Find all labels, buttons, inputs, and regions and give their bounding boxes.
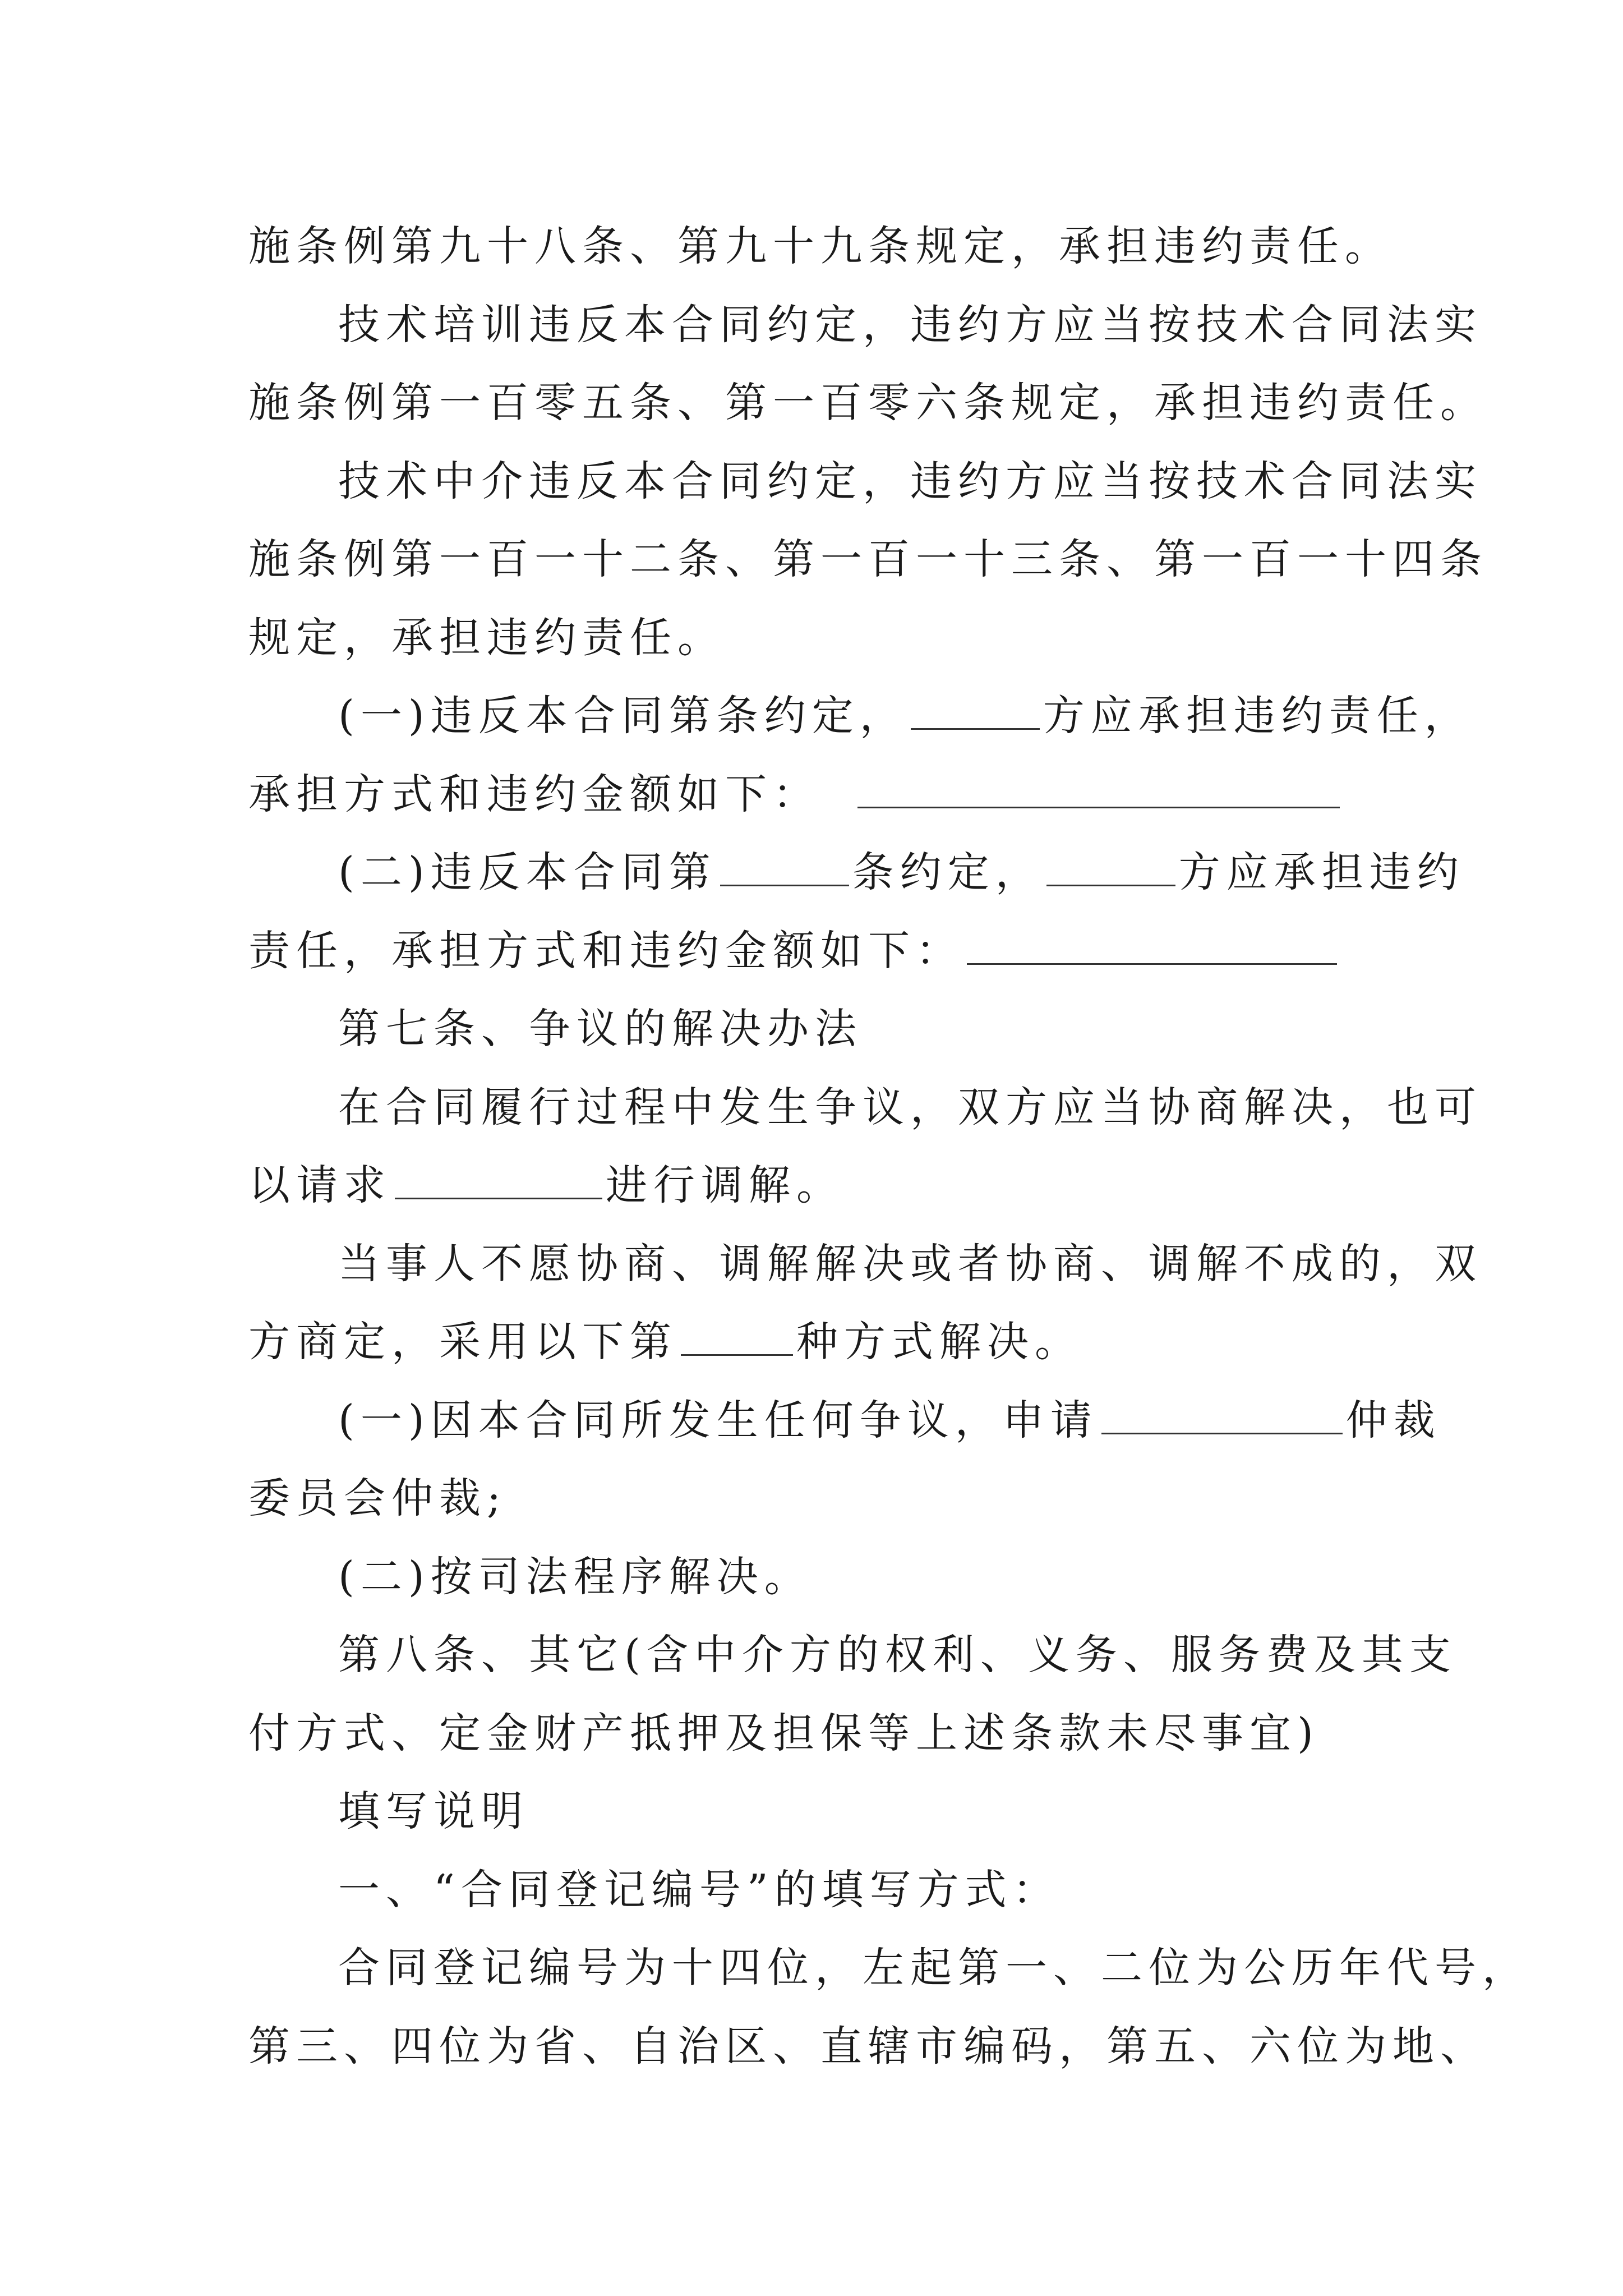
line-text: 施条例第一百一十二条、第一百一十三条、第一百一十四条 [248,535,1488,583]
section-heading [248,1616,1457,1695]
line-text: 施条例第九十八条、第九十九条规定，承担违约责任。 [248,222,1393,270]
fill-in-blank[interactable] [720,852,849,886]
line-text: 方应承担违约 [1178,848,1465,896]
text-line [248,443,1482,521]
text-line [248,208,1415,286]
line-text: 一、“合同登记编号”的填写方式： [338,1865,1061,1914]
line-text: 以请求 [248,1161,391,1209]
line-text: 进行调解。 [606,1161,844,1209]
fill-in-blank[interactable] [967,931,1337,965]
text-line [248,286,1482,365]
fill-in-blank[interactable] [857,774,1340,808]
line-text: 施条例第一百零五条、第一百零六条规定，承担违约责任。 [248,379,1488,427]
text-line [248,1695,1415,1773]
text-line [248,1851,1415,1930]
text-line [248,599,1415,678]
line-text: 在合同履行过程中发生争议，双方应当协商解决，也可 [338,1083,1482,1131]
line-text: (二)违反本合同第 [338,848,717,896]
line-text: 种方式解决。 [796,1318,1082,1366]
section-heading [248,990,1415,1069]
line-text: 第七条、争议的解决办法 [338,1005,863,1053]
line-text: 技术培训违反本合同约定，违约方应当按技术合同法实 [338,300,1482,349]
text-line [248,677,1472,756]
section-heading [248,1773,1415,1851]
fill-in-blank[interactable] [681,1322,793,1356]
text-line [248,521,1488,599]
document-body [248,208,1530,2086]
line-text: (二)按司法程序解决。 [338,1552,812,1601]
line-text: 第三、四位为省、自治区、直辖市编码，第五、六位为地、 [248,2022,1488,2070]
fill-in-blank[interactable] [911,696,1040,730]
line-text: 合同登记编号为十四位，左起第一、二位为公历年代号， [338,1944,1530,1992]
fill-in-blank[interactable] [1101,1400,1343,1434]
line-text: 技术中介违反本合同约定，违约方应当按技术合同法实 [338,457,1482,505]
text-line [248,364,1488,443]
line-text: 规定，承担违约责任。 [248,613,725,662]
line-text: 责任，承担方式和违约金额如下： [248,926,963,975]
line-text: 方应承担违约责任， [1043,692,1472,740]
line-text: 委员会仲裁; [248,1474,507,1522]
line-text: 第八条、其它(含中介方的权利、义务、服务费及其支 [338,1631,1457,1679]
fill-in-blank[interactable] [1046,852,1175,886]
text-line [248,756,1415,834]
fill-in-blank[interactable] [395,1165,602,1199]
line-text: 填写说明 [338,1787,529,1835]
line-text: 付方式、定金财产抵押及担保等上述条款未尽事宜) [248,1709,1320,1757]
text-line [248,1382,1441,1460]
text-line [248,1069,1482,1147]
text-line [248,1303,1415,1382]
line-text: (一)违反本合同第条约定， [338,692,907,740]
text-line [248,1538,1415,1617]
text-line [248,1225,1482,1304]
text-line [248,1929,1530,2008]
line-text: (一)因本合同所发生任何争议，申请 [338,1396,1098,1444]
line-text: 承担方式和违约金额如下： [248,770,820,818]
text-line [248,1460,1415,1538]
line-text: 仲裁 [1345,1396,1441,1444]
text-line [248,1147,1415,1225]
text-line [248,912,1415,991]
line-text: 当事人不愿协商、调解解决或者协商、调解不成的，双 [338,1239,1482,1288]
line-text: 条约定， [852,848,1043,896]
text-line [248,834,1465,912]
text-line [248,2008,1488,2086]
line-text: 方商定，采用以下第 [248,1318,677,1366]
